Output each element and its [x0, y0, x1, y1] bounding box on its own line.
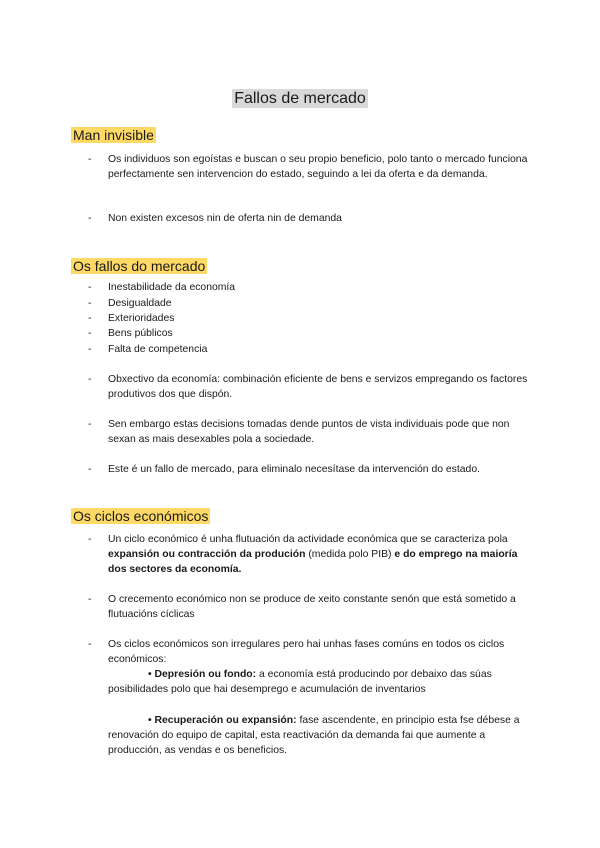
dash-bullet: -	[88, 282, 92, 293]
list-item: - Exterioridades	[88, 313, 175, 324]
list-item: - Non existen excesos nin de oferta nin de demanda	[88, 213, 342, 224]
dash-bullet: -	[88, 328, 92, 339]
dash-bullet: -	[88, 419, 92, 430]
dash-bullet: -	[88, 594, 92, 605]
dash-bullet: -	[88, 213, 92, 224]
list-item: - Este é un fallo de mercado, para eliminalo necesítase da intervención do estado.	[88, 464, 480, 475]
page-title: Fallos de mercado	[234, 90, 366, 107]
dash-bullet: -	[88, 313, 92, 324]
phase-depresion: • Depresión ou fondo: a economía está producindo por debaixo das súas posibilidades polo que hai desemprego e acumulación de inventarios	[108, 669, 492, 695]
list-item: - Un ciclo económico é unha flutuación da actividade económica que se caracteriza pola expansión ou contracción da produción (medida polo PIB) e do emprego na maioría dos sectores da economía.	[88, 534, 518, 575]
dash-bullet: -	[88, 298, 92, 309]
heading-ciclos-economicos: Os ciclos económicos	[73, 508, 209, 524]
list-item: - Falta de competencia	[88, 344, 208, 355]
list-item: - Bens públicos	[88, 328, 173, 339]
heading-fallos-mercado: Os fallos do mercado	[73, 258, 206, 274]
dash-bullet: -	[88, 154, 92, 165]
dash-bullet: -	[88, 639, 92, 650]
list-item: - Os individuos son egoístas e buscan o seu propio beneficio, polo tanto o mercado funciona perfectamente sen intervencion do estado, seguindo a lei da oferta e da demanda.	[88, 154, 528, 180]
dash-bullet: -	[88, 344, 92, 355]
phase-recuperacion: • Recuperación ou expansión: fase ascendente, en principio esta fse débese a renovación do equipo de capital, esta reactivación da demanda fai que aumente a producción, as vendas e os beneficios.	[108, 715, 520, 756]
dash-bullet: -	[88, 464, 92, 475]
list-item: - Inestabilidade da economía	[88, 282, 236, 293]
dash-bullet: -	[88, 534, 92, 545]
dash-bullet: -	[88, 374, 92, 385]
list-item: - Sen embargo estas decisions tomadas dende puntos de vista individuais pode que non sexan as mais desexables pola a sociedade.	[88, 419, 510, 445]
heading-man-invisible: Man invisible	[73, 127, 154, 143]
list-item: - O crecemento económico non se produce de xeito constante senón que está sometido a flutuacións cíclicas	[88, 594, 516, 620]
list-item: - Desigualdade	[88, 298, 172, 309]
list-item: - Os ciclos económicos son irregulares pero hai unhas fases comúns en todos os ciclos económicos:	[88, 639, 505, 665]
list-item: - Obxectivo da economía: combinación eficiente de bens e servizos empregando os factores produtivos dos que dispón.	[88, 374, 528, 400]
